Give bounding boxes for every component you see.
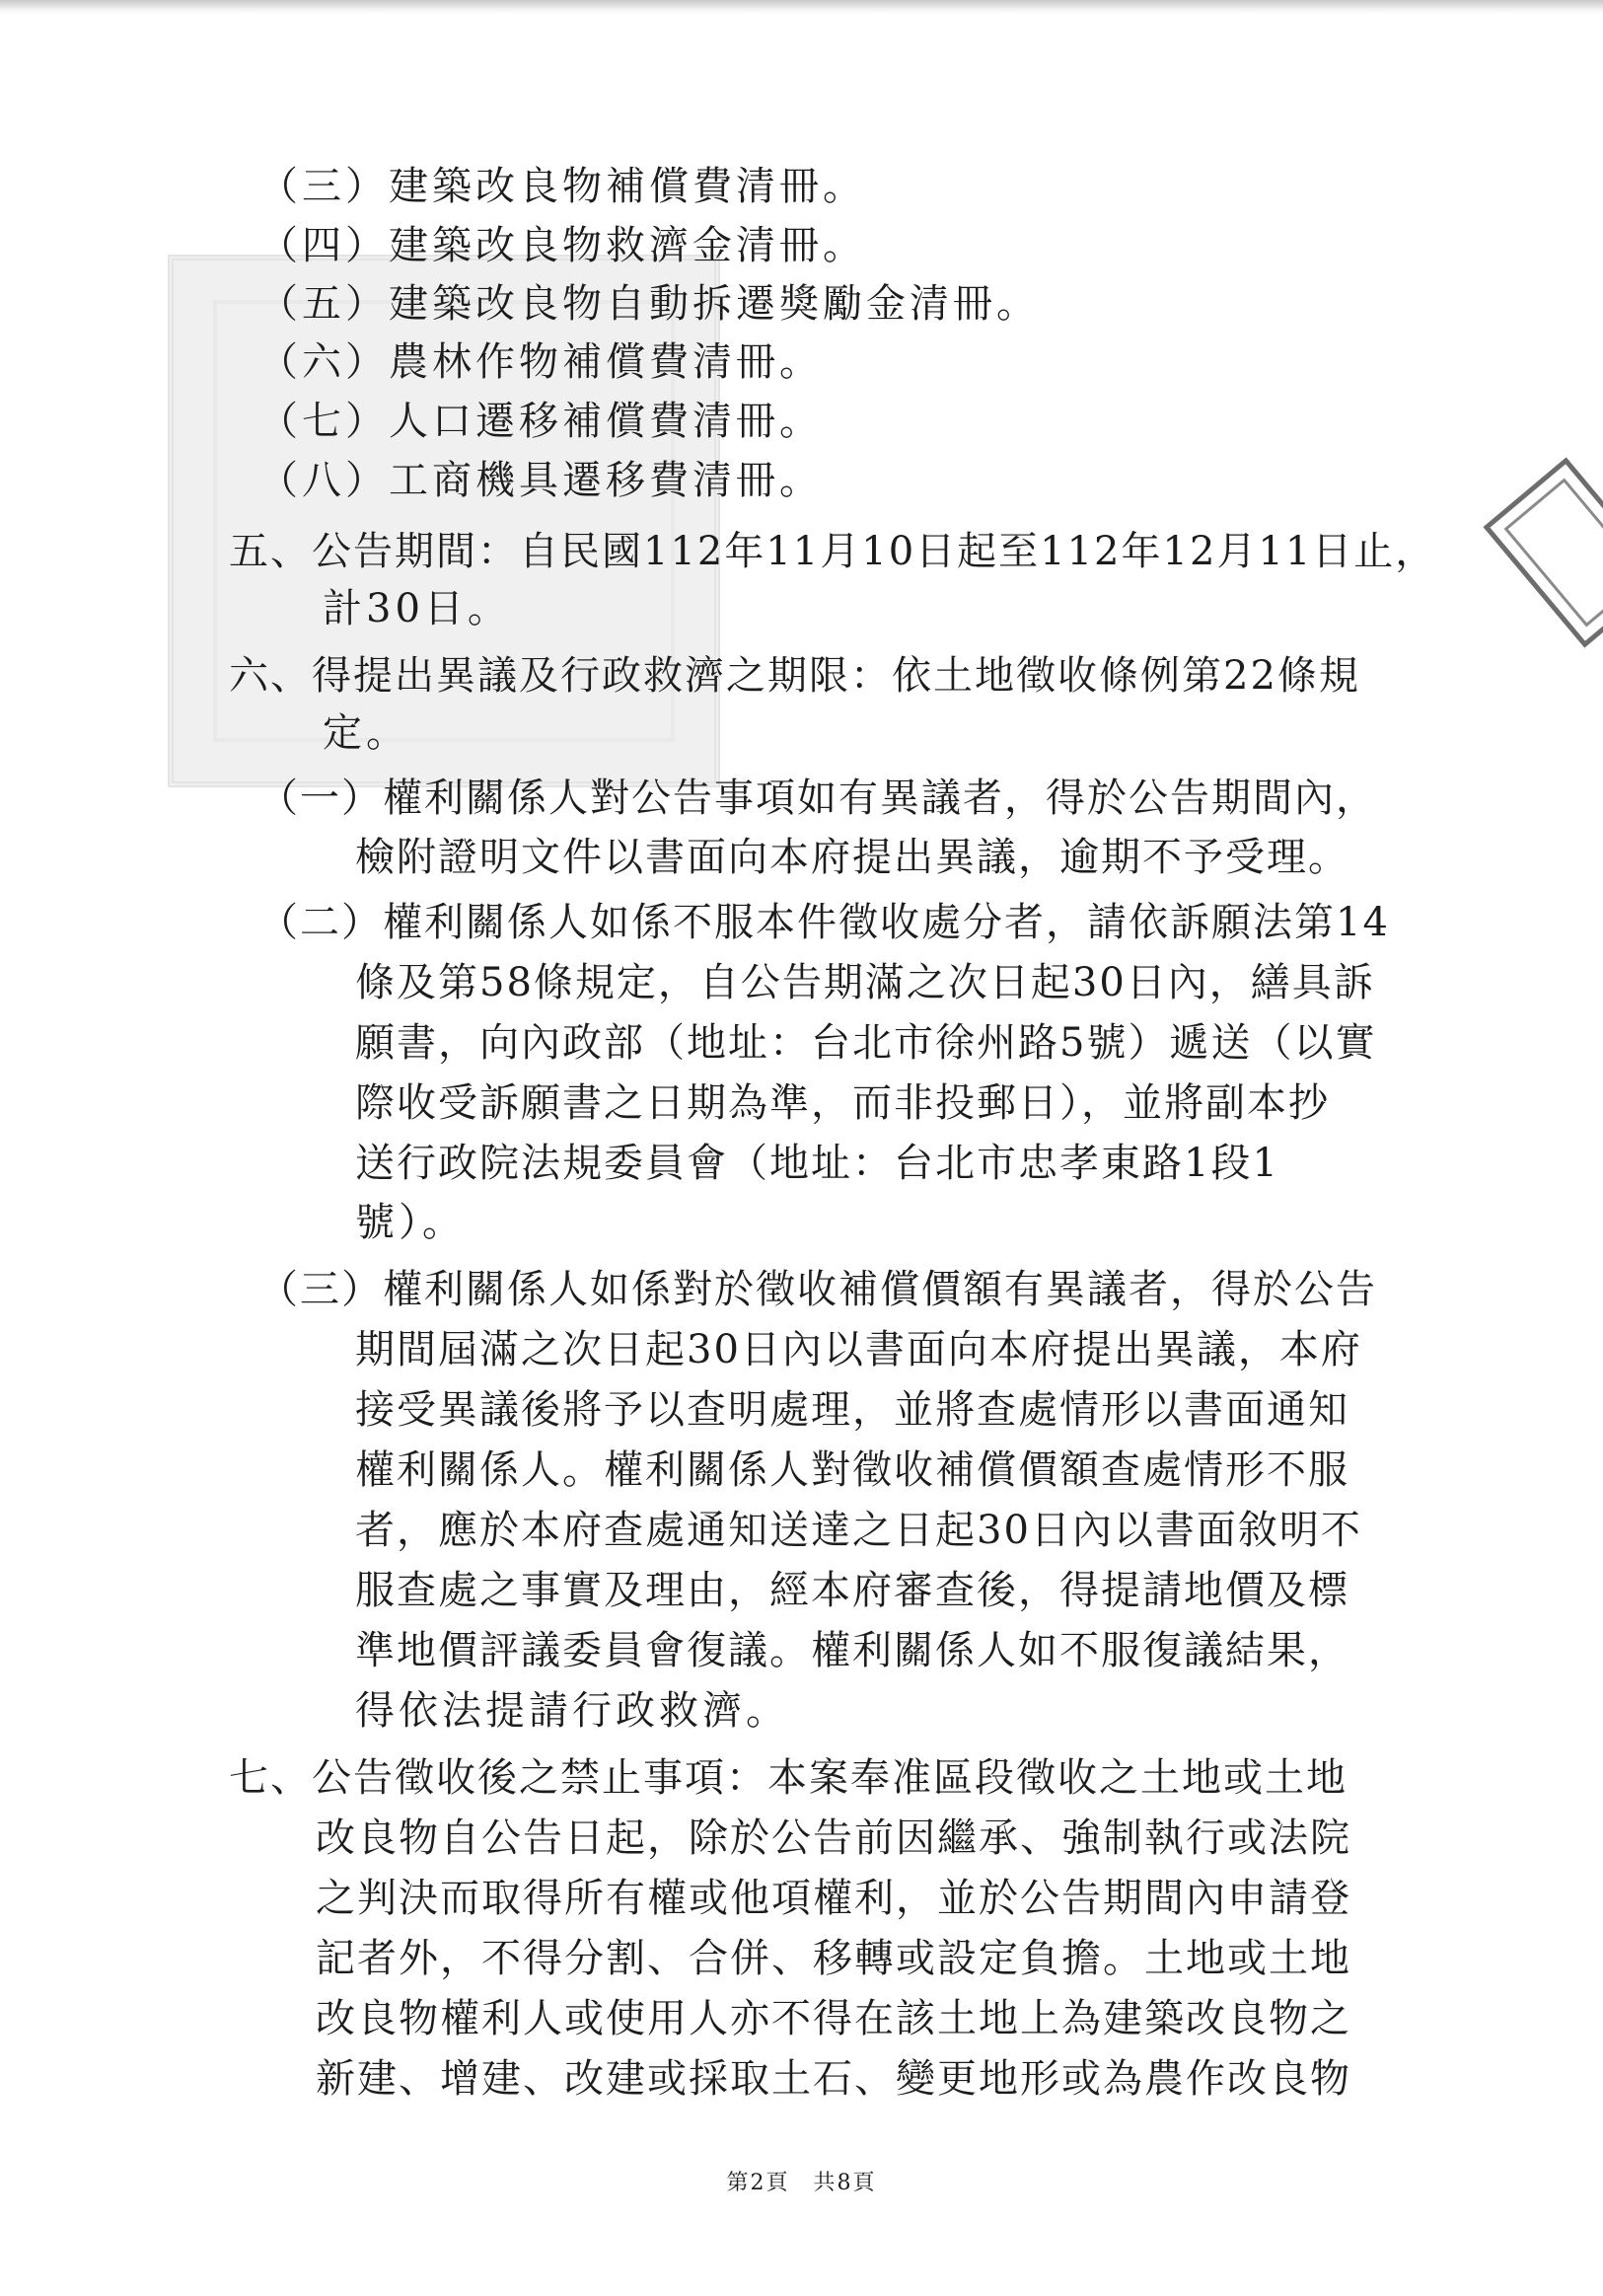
paragraph-line: 服查處之事實及理由，經本府審查後，得提請地價及標 (355, 1568, 1349, 1613)
paragraph-line: 得依法提請行政救濟。 (355, 1688, 789, 1734)
list-item: （一）權利關係人對公告事項如有異議者，得於公告期間內， (258, 776, 1377, 821)
paragraph-line: 之判決而取得所有權或他項權利，並於公告期間內申請登 (316, 1876, 1351, 1921)
section-heading-5: 五、公告期間：自民國112年11月10日起至112年12月11日止， (229, 529, 1437, 574)
list-item: （三）建築改良物補償費清冊。 (258, 164, 866, 209)
section-heading-6: 六、得提出異議及行政救濟之期限：依土地徵收條例第22條規 (229, 653, 1360, 699)
paragraph-line: 者，應於本府查處通知送達之日起30日內以書面敘明不 (355, 1508, 1362, 1553)
list-item: （五）建築改良物自動拆遷獎勵金清冊。 (258, 281, 1040, 327)
faded-seal-stamp (168, 255, 720, 787)
list-item: （六）農林作物補償費清冊。 (258, 339, 823, 385)
section-heading-7: 七、公告徵收後之禁止事項：本案奉准區段徵收之土地或土地 (229, 1755, 1348, 1801)
official-seal-stamp (1483, 457, 1603, 647)
paragraph-line: 準地價評議委員會復議。權利關係人如不服復議結果， (355, 1628, 1349, 1673)
list-item: （七）人口遷移補償費清冊。 (258, 399, 823, 444)
list-item: （三）權利關係人如係對於徵收補償價額有異議者，得於公告 (258, 1267, 1377, 1312)
paragraph-line: 記者外，不得分割、合併、移轉或設定負擔。土地或土地 (316, 1936, 1351, 1981)
paragraph-line: 權利關係人。權利關係人對徵收補償價額查處情形不服 (355, 1447, 1349, 1493)
paragraph-line: 送行政院法規委員會（地址：台北市忠孝東路1段1 (355, 1141, 1279, 1186)
paragraph-line: 定。 (323, 710, 409, 756)
paragraph-line: 際收受訴願書之日期為準，而非投郵日），並將副本抄 (355, 1080, 1330, 1126)
list-item: （二）權利關係人如係不服本件徵收處分者，請依訴願法第14 (258, 900, 1390, 945)
scan-top-edge (0, 0, 1603, 14)
page-number: 第2頁 共8頁 (726, 2171, 877, 2195)
paragraph-line: 號）。 (355, 1200, 466, 1245)
paragraph-line: 檢附證明文件以書面向本府提出異議，逾期不予受理。 (355, 835, 1349, 880)
paragraph-line: 條及第58條規定，自公告期滿之次日起30日內，繕具訴 (355, 960, 1375, 1005)
list-item: （八）工商機具遷移費清冊。 (258, 458, 823, 503)
paragraph-line: 新建、增建、改建或採取土石、變更地形或為農作改良物 (316, 2056, 1351, 2102)
list-item: （四）建築改良物救濟金清冊。 (258, 223, 866, 268)
paragraph-line: 願書，向內政部（地址：台北市徐州路5號）遞送（以實 (355, 1020, 1377, 1066)
paragraph-line: 改良物權利人或使用人亦不得在該土地上為建築改良物之 (316, 1996, 1351, 2041)
paragraph-line: 期間屆滿之次日起30日內以書面向本府提出異議，本府 (355, 1327, 1362, 1372)
paragraph-line: 接受異議後將予以查明處理，並將查處情形以書面通知 (355, 1387, 1349, 1433)
paragraph-line: 計30日。 (323, 586, 511, 631)
paragraph-line: 改良物自公告日起，除於公告前因繼承、強制執行或法院 (316, 1815, 1351, 1861)
